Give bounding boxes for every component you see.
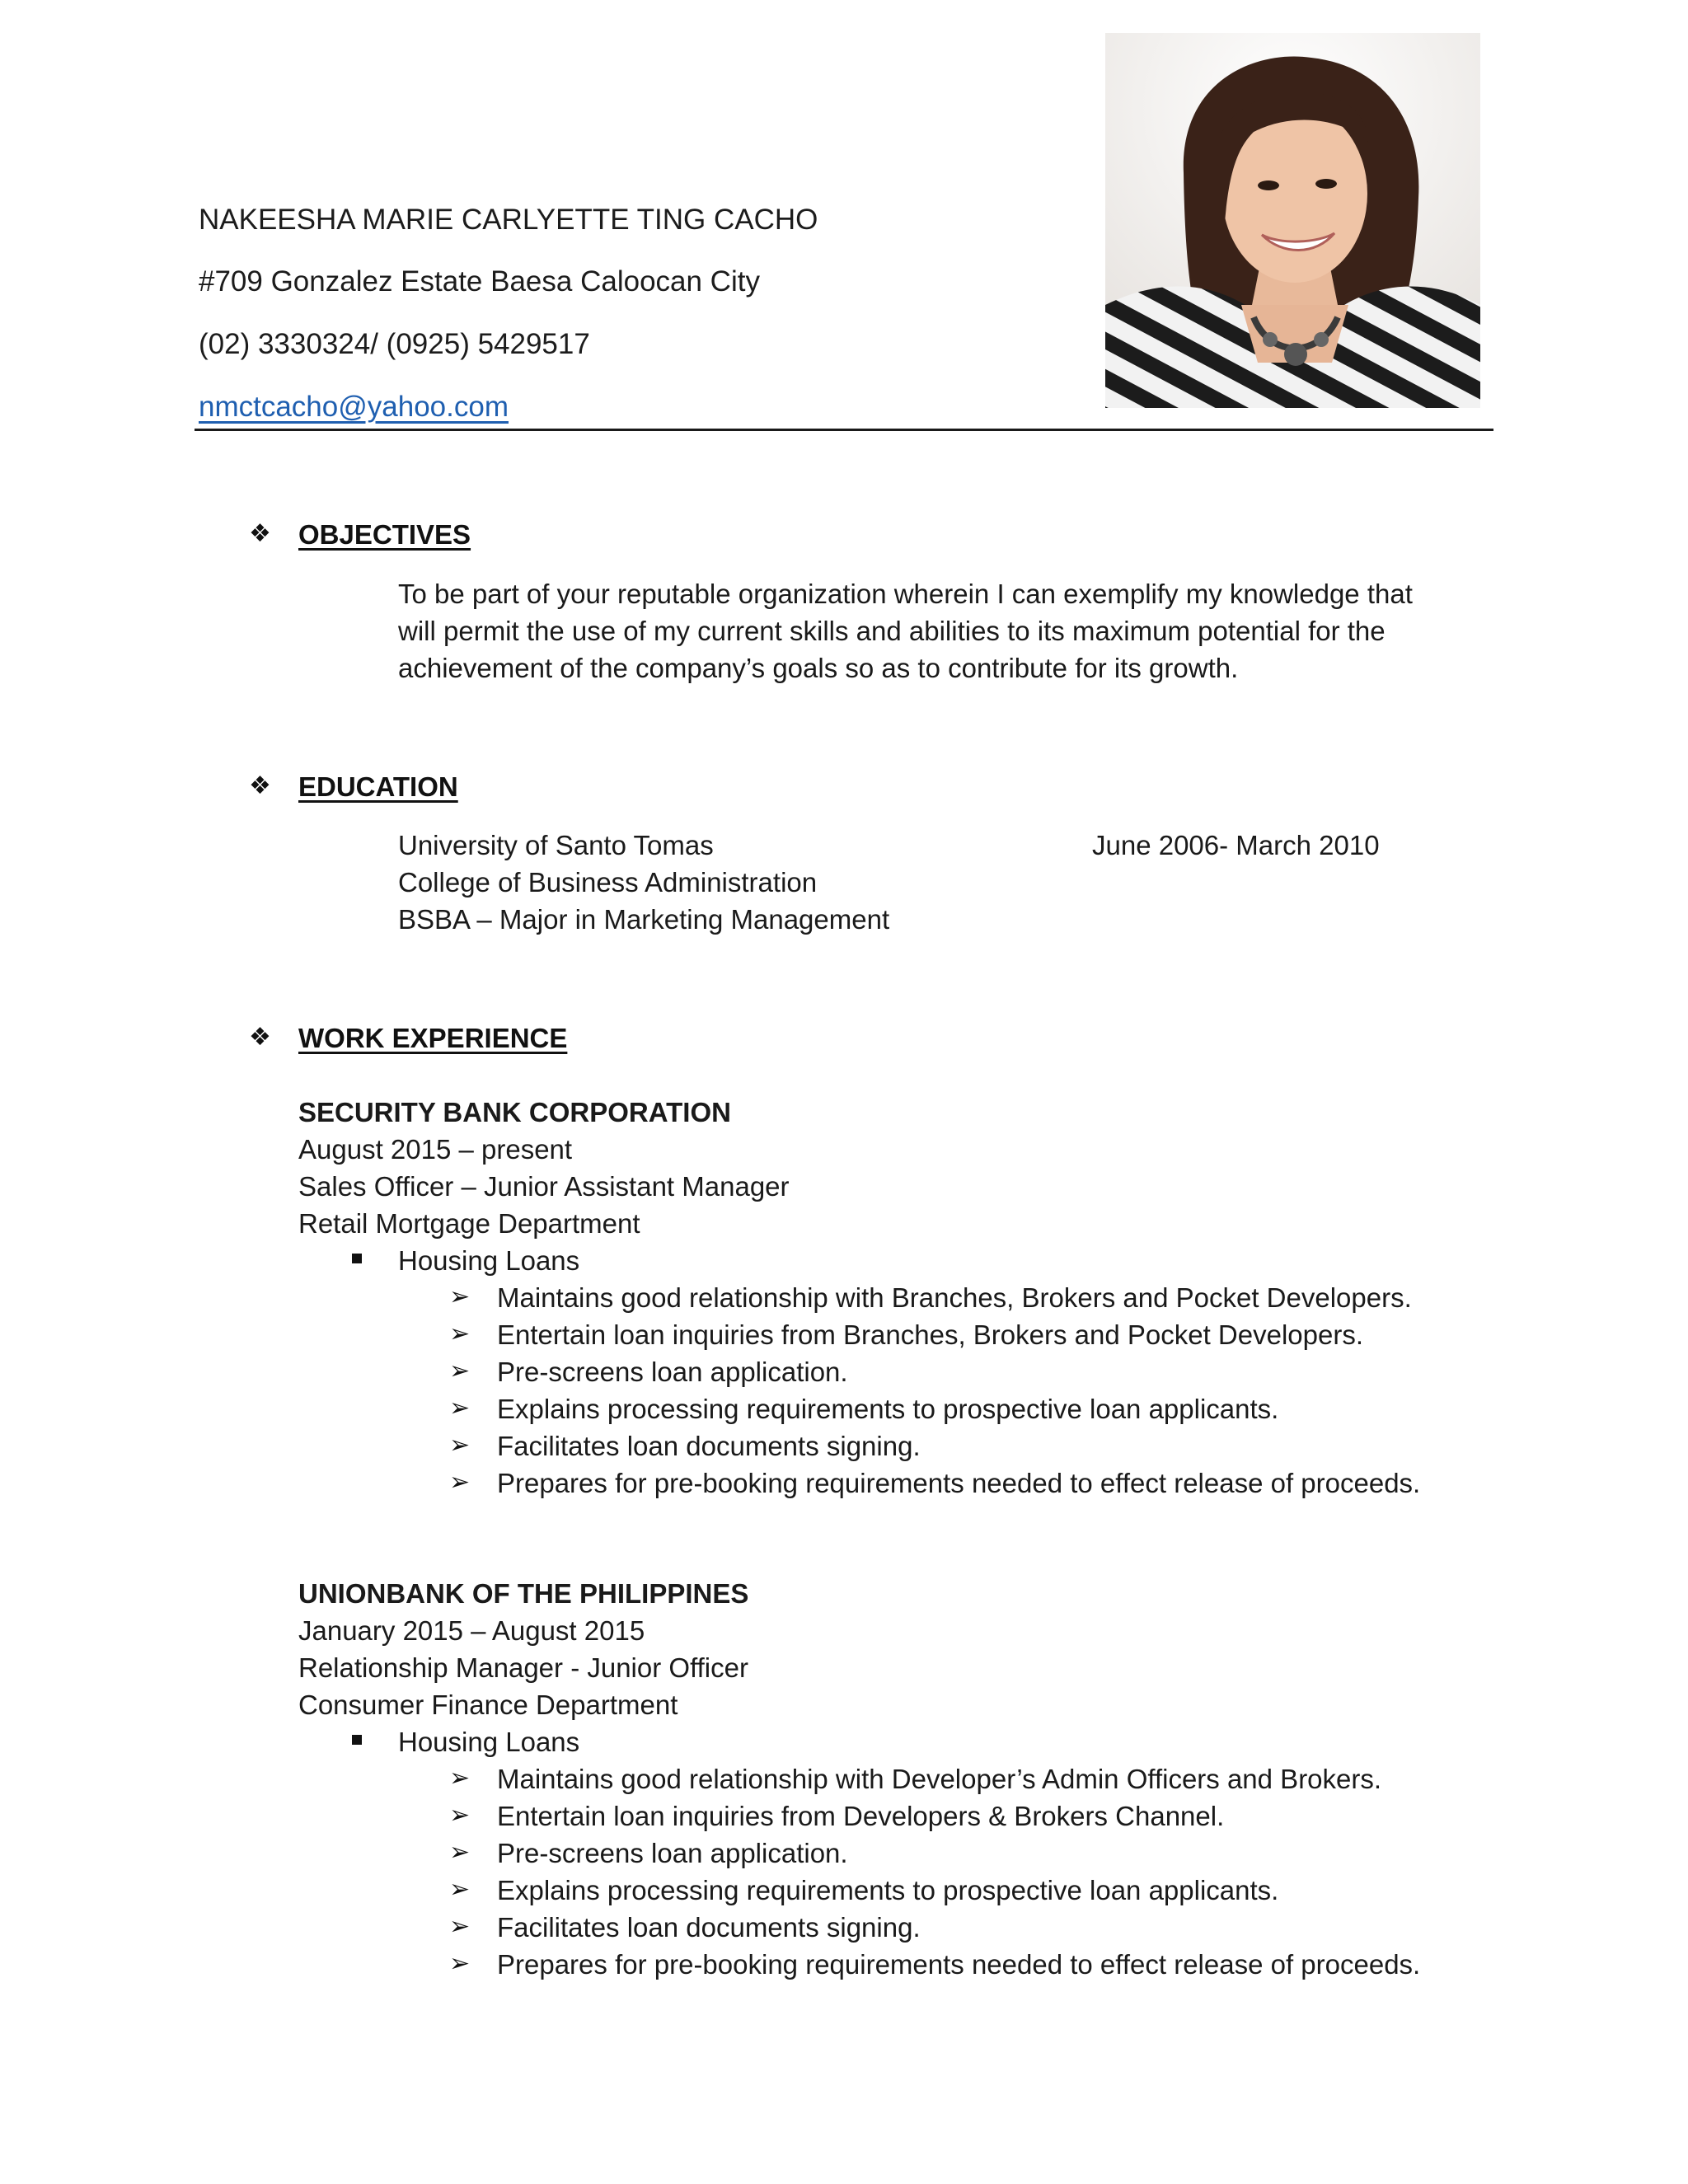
job-duty: Prepares for pre-booking requirements needed to effect release of proceeds. [497,1949,1421,1980]
job-position: Sales Officer – Junior Assistant Manager [298,1171,790,1202]
job-duty: Entertain loan inquiries from Branches, Brokers and Pocket Developers. [497,1319,1364,1350]
applicant-photo [1105,33,1480,408]
job-duty: Explains processing requirements to prospective loan applicants. [497,1875,1279,1905]
arrow-bullet-icon: ➢ [449,1839,471,1866]
arrow-bullet-icon: ➢ [449,1320,471,1347]
arrow-bullet-icon: ➢ [449,1469,471,1496]
job-period: January 2015 – August 2015 [298,1615,645,1646]
arrow-bullet-icon: ➢ [449,1432,471,1459]
arrow-bullet-icon: ➢ [449,1913,471,1940]
arrow-bullet-icon: ➢ [449,1950,471,1977]
arrow-bullet-icon: ➢ [449,1765,471,1792]
arrow-bullet-icon: ➢ [449,1394,471,1422]
work-experience-heading: WORK EXPERIENCE [298,1023,568,1053]
job-duty: Pre-screens loan application. [497,1357,848,1387]
arrow-bullet-icon: ➢ [449,1876,471,1903]
arrow-bullet-icon: ➢ [449,1357,471,1385]
job-position: Relationship Manager - Junior Officer [298,1652,748,1683]
section-bullet-icon: ❖ [249,520,271,547]
objectives-line-3: achievement of the company’s goals so as to contribute for its growth. [398,653,1239,683]
header-divider [195,429,1493,431]
phone-numbers: (02) 3330324/ (0925) 5429517 [199,328,590,360]
address: #709 Gonzalez Estate Baesa Caloocan City [199,265,760,298]
education-degree: BSBA – Major in Marketing Management [398,904,890,935]
job-duty: Prepares for pre-booking requirements needed to effect release of proceeds. [497,1468,1421,1498]
email-link[interactable]: nmctcacho@yahoo.com [199,391,509,423]
job-duty: Facilitates loan documents signing. [497,1431,921,1461]
applicant-name: NAKEESHA MARIE CARLYETTE TING CACHO [199,204,818,236]
education-school: University of Santo Tomas [398,830,714,860]
job-department: Consumer Finance Department [298,1690,678,1720]
job-duty: Pre-screens loan application. [497,1838,848,1868]
section-bullet-icon: ❖ [249,772,271,799]
section-bullet-icon: ❖ [249,1024,271,1051]
education-college: College of Business Administration [398,867,818,898]
job-duty: Maintains good relationship with Branches, Brokers and Pocket Developers. [497,1282,1412,1313]
portrait-image [1105,33,1480,408]
job-period: August 2015 – present [298,1134,573,1165]
job-company: UNIONBANK OF THE PHILIPPINES [298,1578,749,1609]
arrow-bullet-icon: ➢ [449,1283,471,1310]
job-duty: Facilitates loan documents signing. [497,1912,921,1943]
objectives-heading: OBJECTIVES [298,519,471,550]
job-duty: Entertain loan inquiries from Developers & Brokers Channel. [497,1801,1225,1831]
objectives-line-2: will permit the use of my current skills and abilities to its maximum potential for the [398,616,1386,646]
square-bullet-icon [352,1735,362,1745]
job-company: SECURITY BANK CORPORATION [298,1097,731,1127]
education-dates: June 2006- March 2010 [1092,830,1380,860]
job-duty: Explains processing requirements to prospective loan applicants. [497,1394,1279,1424]
square-bullet-icon [352,1254,362,1263]
job-area: Housing Loans [398,1245,580,1276]
arrow-bullet-icon: ➢ [449,1802,471,1829]
job-department: Retail Mortgage Department [298,1208,640,1239]
education-heading: EDUCATION [298,771,458,802]
job-duty: Maintains good relationship with Developer’s Admin Officers and Brokers. [497,1764,1382,1794]
job-area: Housing Loans [398,1727,580,1757]
objectives-line-1: To be part of your reputable organization wherein I can exemplify my knowledge that [398,579,1413,609]
